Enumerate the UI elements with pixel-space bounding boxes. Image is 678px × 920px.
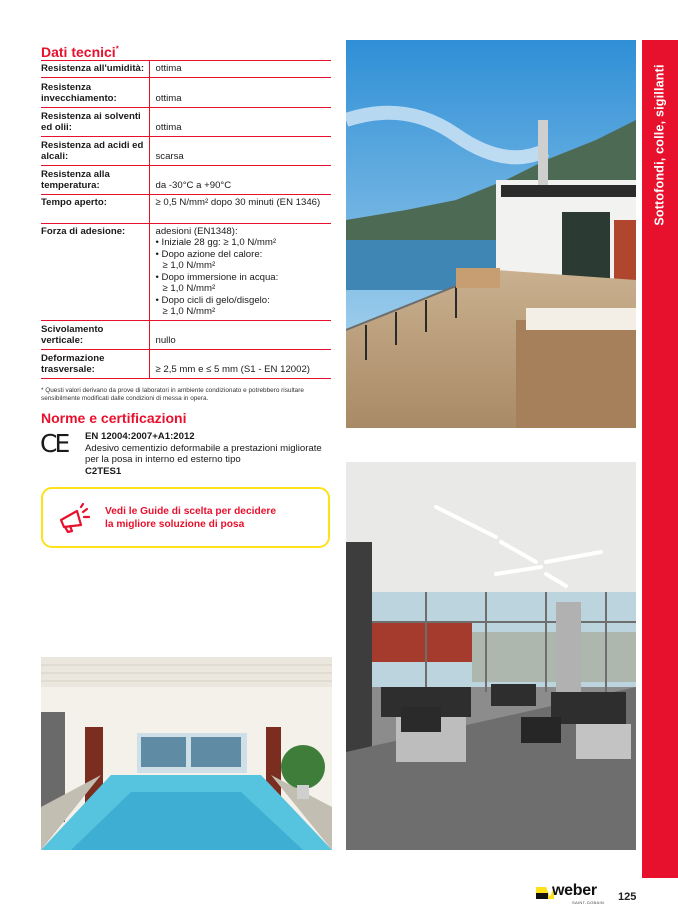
row-value: nullo (149, 320, 331, 349)
pool-photo (41, 657, 332, 850)
row-value: scarsa (149, 136, 331, 165)
table-row (41, 107, 331, 136)
certification-text (85, 431, 330, 477)
table-row (41, 349, 331, 378)
row-value: ≥ 0,5 N/mm² dopo 30 minuti (EN 1346) (149, 194, 331, 223)
row-label: Resistenza all'umidità: (41, 61, 149, 78)
list-item: • Dopo azione del calore: ≥ 1,0 N/mm² (155, 248, 263, 271)
table-row (41, 320, 331, 349)
page-number: 125 (618, 891, 637, 903)
footnote: * Questi valori derivano da prove di laboratori in ambiente condizionato e potrebbero risultare sensibilmente modificati dalle condizioni di messa in opera. (41, 387, 304, 403)
row-value: ottima (149, 107, 331, 136)
brand-name: weber (552, 882, 597, 899)
weber-logo (536, 882, 606, 908)
row-label: Resistenza ai solventi ed olii: (41, 107, 149, 136)
table-row (41, 223, 331, 320)
adhesion-list (156, 237, 332, 318)
certifications-title: Norme e certificazioni (41, 410, 187, 426)
row-value: ottima (149, 61, 331, 78)
table-row (41, 136, 331, 165)
list-item: • Dopo immersione in acqua: ≥ 1,0 N/mm² (155, 271, 279, 294)
row-label: Resistenza alla temperatura: (41, 165, 149, 194)
row-value: ottima (149, 77, 331, 107)
list-item: • Dopo cicli di gelo/disgelo: ≥ 1,0 N/mm² (155, 294, 270, 317)
section-side-tab (642, 40, 678, 878)
list-item: • Iniziale 28 gg: ≥ 1,0 N/mm² (155, 237, 277, 248)
table-row (41, 194, 331, 223)
certification-description: Adesivo cementizio deformabile a prestazioni migliorate per la posa in interno ed esterno tipo (85, 442, 322, 466)
certification-standard: EN 12004:2007+A1:2012 (85, 431, 195, 442)
lounge-photo (346, 462, 636, 850)
row-value: ≥ 2,5 mm e ≤ 5 mm (S1 - EN 12002) (149, 349, 331, 378)
row-label: Forza di adesione: (41, 223, 149, 320)
guide-callout[interactable] (41, 487, 330, 548)
section-side-tab-label: Sottofondi, colle, sigillanti (653, 64, 668, 226)
ce-mark-icon: CE (40, 429, 68, 458)
row-label: Tempo aperto: (41, 194, 149, 223)
row-label: Scivolamento verticale: (41, 320, 149, 349)
row-label: Resistenza ad acidi ed alcali: (41, 136, 149, 165)
megaphone-icon (57, 503, 93, 533)
tech-data-table (41, 60, 331, 379)
tech-data-title: Dati tecnici* (41, 44, 119, 60)
certification-class: C2TES1 (85, 465, 122, 477)
row-value: da -30°C a +90°C (149, 165, 331, 194)
table-row (41, 77, 331, 107)
brand-subtitle: SAINT-GOBAIN (572, 900, 605, 905)
row-value-list (149, 223, 331, 320)
adhesion-intro: adesioni (EN1348): (155, 225, 238, 237)
callout-text: Vedi le Guide di scelta per decidere la migliore soluzione di posa (105, 505, 276, 530)
row-label: Resistenza invecchiamento: (41, 77, 149, 107)
table-row (41, 61, 331, 78)
terrace-photo (346, 40, 636, 428)
row-label: Deformazione trasversale: (41, 349, 149, 378)
table-row (41, 165, 331, 194)
